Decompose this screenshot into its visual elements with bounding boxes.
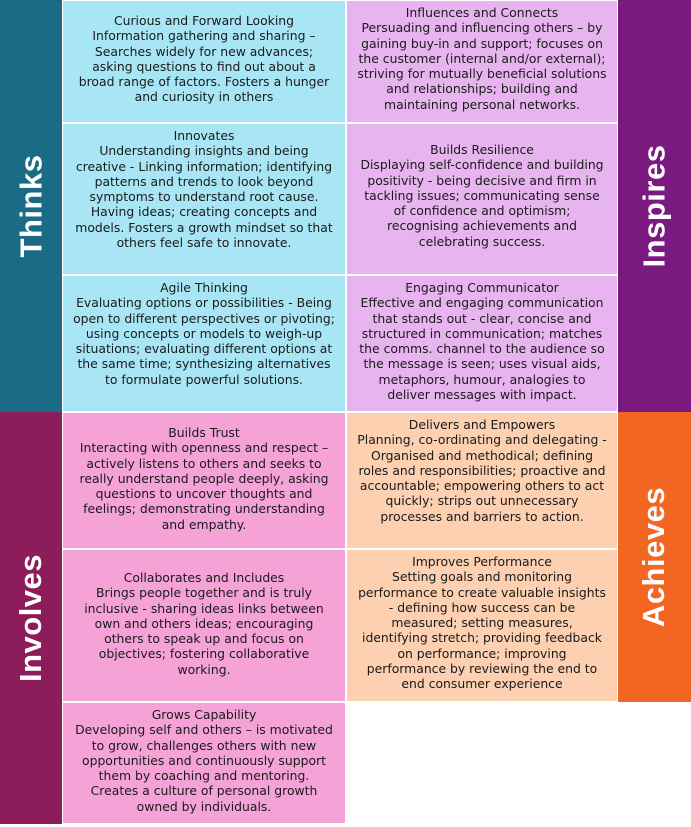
cell-lead: Information gathering and sharing –	[92, 28, 316, 44]
cell-body: Linking information; identifying patterns and trends to look beyond symptoms to understand root cause. Having ideas; creating concepts and models. Fosters a growth mindset so that others feel safe to innovate.	[75, 158, 333, 251]
cell-title: Builds Resilience	[430, 142, 534, 157]
cell-body: actively listens to others and seeks to really understand people deeply, asking questions to uncover thoughts and feelings; demonstrating understanding and empathy.	[79, 455, 329, 532]
cell-lead: Effective and engaging communication that stands out -	[360, 295, 604, 326]
thinks-label: Thinks	[13, 154, 48, 258]
cell-body: Searches widely for new advances; asking questions to find out about a broad range of factors. Fosters a hunger and curiosity in others	[78, 43, 330, 105]
cell-title: Grows Capability	[151, 707, 257, 722]
cell-title: Agile Thinking	[160, 280, 248, 295]
inspires-label: Inspires	[636, 144, 672, 268]
cell-lead: Persuading and influencing others –	[361, 20, 588, 36]
achieves-label: Achieves	[636, 486, 672, 628]
cell-lead: Evaluating options or possibilities -	[76, 295, 297, 311]
cell-body: Organised and methodical; defining roles and responsibilities; proactive and accountable; empowering others to act quickly; strips out unnecessary processes and barriers to action.	[358, 447, 606, 524]
cell-influences-and-connects	[346, 0, 618, 123]
cell-innovates	[62, 123, 346, 275]
cell-body: by gaining buy-in and support; focuses on the customer (internal and/or external); striving for mutually beneficial solutions and relationships; building and maintaining personal networks.	[357, 20, 607, 112]
cell-title: Engaging Communicator	[405, 280, 559, 295]
cell-body: sharing ideas links between own and others ideas; encouraging others to speak up and focus on objectives; fostering collaborative working.	[94, 600, 324, 677]
cell-title: Curious and Forward Looking	[113, 13, 295, 28]
cell-grows-capability	[62, 702, 346, 824]
cell-engaging-communicator	[346, 275, 618, 412]
cell-lead: Setting goals and monitoring performance to create valuable insights -	[358, 569, 606, 615]
cell-delivers-and-empowers	[346, 412, 618, 549]
cell-lead: Understanding insights and being creative -	[75, 143, 309, 174]
involves-band	[0, 412, 62, 824]
cell-title: Influences and Connects	[405, 5, 559, 20]
cell-title: Builds Trust	[168, 425, 240, 440]
cell-lead: Displaying self-confidence and building positivity -	[360, 157, 604, 188]
cell-title: Improves Performance	[412, 554, 552, 569]
cell-title: Innovates	[173, 128, 235, 143]
cell-title: Collaborates and Includes	[123, 570, 285, 585]
cell-lead: Planning, co-ordinating and delegating -	[357, 432, 607, 448]
inspires-band	[618, 0, 691, 412]
cell-lead: Brings people together and is truly inclusive -	[84, 585, 313, 616]
cell-lead: Developing self and others –	[75, 722, 256, 738]
cell-lead: Interacting with openness and respect –	[79, 440, 329, 456]
cell-collaborates-and-includes	[62, 549, 346, 702]
cell-agile-thinking	[62, 275, 346, 412]
cell-builds-trust	[62, 412, 346, 549]
cell-builds-resilience	[346, 123, 618, 275]
cell-body: is motivated to grow, challenges others with new opportunities and continuously support them by coaching and mentoring. Creates a culture of personal growth owned by individuals.	[82, 722, 333, 814]
thinks-band	[0, 0, 62, 412]
cell-body: clear, concise and structured in communication; matches the comms. channel to the audience so the message is seen; uses visual aids, metaphors, humour, analogies to deliver messages with impact.	[359, 310, 605, 403]
cell-improves-performance	[346, 549, 618, 702]
cell-curious-and-forward-looking	[62, 0, 346, 123]
achieves-band	[618, 412, 691, 702]
cell-body: Being open to different perspectives or pivoting; using concepts or models to weigh-up situations; evaluating different options at the same time; synthesizing alternatives to formulate powerful solutions.	[73, 295, 335, 387]
involves-label: Involves	[13, 553, 48, 683]
cell-title: Delivers and Empowers	[408, 417, 556, 432]
cell-body: defining how success can be measured; setting measures, identifying stretch; providing feedback on performance; improving performance by reviewing the end to end consumer experience	[362, 599, 602, 692]
cell-body: being decisive and firm in tackling issues; communicating sense of confidence and optimism; recognising achievements and celebrating success.	[364, 172, 600, 249]
